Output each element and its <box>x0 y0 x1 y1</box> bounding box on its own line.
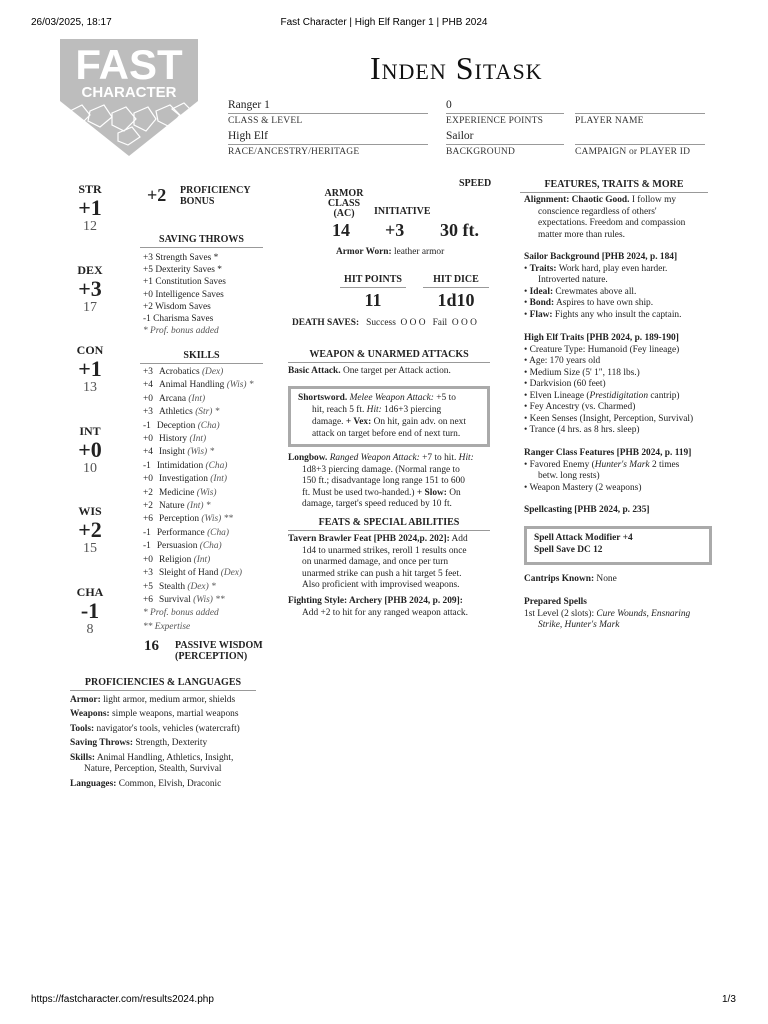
skills-title: SKILLS <box>140 350 263 364</box>
ranger-features: Ranger Class Features [PHB 2024, p. 119] • Favored Enemy (Hunter's Mark 2 times betw. long rests) • Weapon Mastery (2 weapons) <box>524 448 692 493</box>
class-level-value: Ranger 1 <box>228 99 270 111</box>
passive-wisdom-label: PASSIVE WISDOM (PERCEPTION) <box>175 640 263 662</box>
fighting-style: Fighting Style: Archery [PHB 2024, p. 209]: Add +2 to hit for any ranged weapon attack. <box>288 596 468 618</box>
ability-name: CHA <box>76 585 104 599</box>
skill-row <box>143 379 254 392</box>
skill-row <box>143 513 254 526</box>
skill-row <box>143 366 254 379</box>
skill-name: Performance <box>156 527 205 538</box>
proficiencies-title: PROFICIENCIES & LANGUAGES <box>70 677 256 691</box>
ability-int <box>68 424 112 477</box>
campaign-field <box>575 130 705 157</box>
ability-name: STR <box>78 182 102 196</box>
skill-ability: (Int) <box>186 501 204 512</box>
ability-mod: +2 <box>78 517 102 542</box>
skill-row <box>143 527 254 540</box>
skill-mod: +2 <box>143 501 153 512</box>
armor-worn: Armor Worn: leather armor <box>336 247 445 257</box>
skill-mark: * <box>211 581 216 592</box>
skill-ability: (Int) <box>188 393 206 404</box>
skill-row <box>143 433 254 446</box>
skill-mod: +6 <box>143 594 153 605</box>
ability-name: INT <box>79 424 101 438</box>
skill-ability: (Wis) <box>187 447 208 458</box>
longbow-attack: Longbow. Ranged Weapon Attack: +7 to hit. Hit: 1d8+3 piercing damage. (Normal range to 150 ft.; disadvantage long range 151 to 600 ft. Must be used two-handed.) + Slow: On damage, target's speed reduced by 10 ft. <box>288 453 474 509</box>
skill-ability: (Cha) <box>207 527 229 538</box>
skill-ability: (Dex) <box>220 568 243 579</box>
skill-row <box>143 460 254 473</box>
skill-mod: +2 <box>143 487 153 498</box>
ability-mod: -1 <box>80 598 100 623</box>
ability-score: 17 <box>83 300 97 315</box>
skill-ability: (Wis) <box>201 514 222 525</box>
player-label: PLAYER NAME <box>575 116 644 126</box>
skill-ability: (Cha) <box>197 420 220 431</box>
proficiencies-list: Armor: light armor, medium armor, shields Weapons: simple weapons, martial weapons Tools: navigator's tools, vehicles (watercraft) Saving Throws: Strength, Dexterity Skills: Animal Handling, Athletics, Insight, Nature, Perception, Stealth, Survival Languages: Common, Elvish, Draconic <box>70 695 240 789</box>
proficiency-label: PROFICIENCY BONUS <box>180 185 251 207</box>
skill-mod: +5 <box>143 581 153 592</box>
skill-mod: +4 <box>143 447 153 458</box>
campaign-label: CAMPAIGN or PLAYER ID <box>575 147 691 157</box>
ability-cha <box>68 585 112 638</box>
feats-title: FEATS & SPECIAL ABILITIES <box>288 517 490 531</box>
skill-name: Nature <box>158 501 185 512</box>
skill-ability: (Wis) <box>193 594 213 605</box>
ability-name: CON <box>76 343 104 357</box>
saving-throw: +5 Dexterity Saves * <box>143 265 222 276</box>
skill-mark: * <box>214 407 220 418</box>
skill-name: Deception <box>156 420 196 431</box>
death-saves: DEATH SAVES: Success O O O Fail O O O <box>292 318 477 328</box>
xp-value: 0 <box>446 99 452 111</box>
hit-points-label: HIT POINTS <box>340 274 406 288</box>
skill-ability: (Dex) <box>187 581 209 592</box>
skill-name: Medicine <box>158 487 195 498</box>
skill-ability: (Wis) <box>226 380 247 391</box>
speed-label: SPEED <box>459 178 492 189</box>
player-field <box>575 99 705 126</box>
skill-name: Arcana <box>158 393 187 404</box>
background-value: Sailor <box>446 130 474 142</box>
skill-mod: +0 <box>143 434 153 445</box>
skill-row <box>143 594 254 607</box>
sailor-background: Sailor Background [PHB 2024, p. 184] • Traits: Work hard, play even harder. Introverted nature. • Ideal: Crewmates above all. • Bond: Aspires to have own ship. • Flaw: Fights any who insult the captain. <box>524 252 682 320</box>
basic-attack: Basic Attack. One target per Attack action. <box>288 366 451 376</box>
character-name: Inden Sitask <box>370 50 543 86</box>
skill-ability: (Cha) <box>199 541 222 552</box>
skill-ability: (Int) <box>210 474 227 485</box>
skill-name: Persuasion <box>156 541 198 552</box>
ability-score: 12 <box>83 219 97 234</box>
saving-throw: +1 Constitution Saves <box>143 277 226 288</box>
saving-throws-list <box>143 252 226 337</box>
high-elf-traits: High Elf Traits [PHB 2024, p. 189-190] • Creature Type: Humanoid (Fey lineage) • Age: 170 years old • Medium Size (5' 1", 118 lbs.) • Darkvision (60 feet) • Elven Lineage (Prestidigitation cantrip) • Fey Ancestry (vs. Charmed) • Keen Senses (Insight, Perception, Survival) • Trance (4 hrs. as 8 hrs. sleep) <box>524 333 694 435</box>
speed-value: 30 ft. <box>440 220 479 240</box>
ability-score: 15 <box>83 541 97 556</box>
skill-name: Animal Handling <box>158 380 225 391</box>
cantrips-known: Cantrips Known: None <box>524 574 617 584</box>
skill-row <box>143 554 254 567</box>
skill-mod: +0 <box>143 474 153 485</box>
skill-name: Perception <box>158 514 200 525</box>
skill-row <box>143 473 254 486</box>
skill-ability: (Int) <box>193 554 211 565</box>
death-success-circles[interactable]: O O O <box>400 318 426 328</box>
features-title: FEATURES, TRAITS & MORE <box>520 179 708 193</box>
skill-name: Religion <box>158 554 192 565</box>
skill-row <box>143 420 254 433</box>
saving-throws-note: * Prof. bonus added <box>143 326 219 337</box>
passive-wisdom-value: 16 <box>144 638 159 654</box>
ability-con <box>68 343 112 396</box>
ability-mod: +3 <box>78 276 102 301</box>
spell-attack-modifier: Spell Attack Modifier +4 <box>534 533 633 543</box>
background-label: BACKGROUND <box>446 147 516 157</box>
spell-save-dc: Spell Save DC 12 <box>534 545 603 555</box>
skill-mark: * <box>205 501 211 512</box>
skill-mark: * <box>248 380 254 391</box>
tavern-brawler: Tavern Brawler Feat [PHB 2024,p. 202]: Add 1d4 to unarmed strikes, reroll 1 results once on unarmed damage, and once per turn unarmed strike can push a hit target 5 feet. Also proficient with improvised weapons. <box>288 534 468 590</box>
armor-class-value: 14 <box>332 220 350 240</box>
skill-name: Insight <box>158 447 186 458</box>
ability-dex <box>68 263 112 316</box>
skill-mod: -1 <box>143 420 151 431</box>
print-page-number: 1/3 <box>722 994 736 1005</box>
skill-mod: +3 <box>143 568 153 579</box>
race-value: High Elf <box>228 130 268 142</box>
skill-mod: +4 <box>143 380 153 391</box>
attacks-title: WEAPON & UNARMED ATTACKS <box>288 349 490 363</box>
skill-row <box>143 581 254 594</box>
skill-name: Survival <box>158 594 191 605</box>
skill-mod: +3 <box>143 367 153 377</box>
skill-mod: +6 <box>143 514 153 525</box>
ability-wis <box>68 504 112 557</box>
ability-mod: +0 <box>78 437 102 462</box>
hit-points-value: 11 <box>364 290 382 310</box>
ability-name: DEX <box>77 263 103 277</box>
skill-row <box>143 393 254 406</box>
ability-name: WIS <box>78 504 102 518</box>
skill-name: Investigation <box>158 474 208 485</box>
skill-name: Stealth <box>158 581 186 592</box>
prepared-spells: Prepared Spells 1st Level (2 slots): Cure Wounds, Ensnaring Strike, Hunter's Mark <box>524 597 691 630</box>
skill-ability: (Wis) <box>196 487 217 498</box>
spellcasting-title: Spellcasting [PHB 2024, p. 235] <box>524 505 650 515</box>
skill-row <box>143 406 254 419</box>
skills-note-prof: * Prof. bonus added <box>143 608 219 619</box>
xp-field <box>446 99 564 126</box>
class-level-label: CLASS & LEVEL <box>228 116 303 126</box>
death-fail-circles[interactable]: O O O <box>451 318 477 328</box>
hit-dice-value: 1d10 <box>437 290 475 310</box>
skill-row <box>143 567 254 580</box>
print-title: Fast Character | High Elf Ranger 1 | PHB 2024 <box>280 17 488 28</box>
saving-throw: +3 Strength Saves * <box>143 253 219 263</box>
skill-name: Athletics <box>158 407 193 418</box>
saving-throw: +0 Intelligence Saves <box>143 289 224 300</box>
ability-score: 13 <box>83 380 97 395</box>
skill-mod: +0 <box>143 554 153 565</box>
fast-character-logo[interactable] <box>60 39 198 156</box>
skill-name: Sleight of Hand <box>158 568 219 579</box>
xp-label: EXPERIENCE POINTS <box>446 116 544 126</box>
skill-ability: (Int) <box>189 434 207 445</box>
race-label: RACE/ANCESTRY/HERITAGE <box>228 147 360 157</box>
skill-mod: -1 <box>143 527 151 538</box>
ability-score: 10 <box>83 461 97 476</box>
skill-mark: * <box>209 447 215 458</box>
skill-name: Intimidation <box>156 460 204 471</box>
skill-row <box>143 500 254 513</box>
print-url[interactable]: https://fastcharacter.com/results2024.php <box>31 994 214 1005</box>
background-field <box>446 130 564 157</box>
ability-str <box>68 182 112 235</box>
proficiency-value: +2 <box>147 185 167 205</box>
skill-ability: (Cha) <box>205 460 228 471</box>
ability-mod: +1 <box>78 195 102 220</box>
skill-mod: +3 <box>143 407 153 418</box>
skill-name: History <box>158 434 188 445</box>
skills-note-expertise: ** Expertise <box>143 621 191 632</box>
logo-text-fast: FAST <box>75 41 183 88</box>
skill-row <box>143 446 254 459</box>
initiative-value: +3 <box>385 220 405 240</box>
armor-class-label: ARMOR CLASS (AC) <box>324 188 364 219</box>
skill-row <box>143 540 254 553</box>
ability-mod: +1 <box>78 356 102 381</box>
skill-name: Acrobatics <box>158 367 200 377</box>
logo-text-character: CHARACTER <box>81 84 177 101</box>
hit-dice-label: HIT DICE <box>423 274 489 288</box>
ability-score: 8 <box>86 622 94 637</box>
skill-mod: +0 <box>143 393 153 404</box>
logo-shield-icon <box>60 39 198 156</box>
skill-mark: ** <box>215 594 225 605</box>
skill-ability: (Str) <box>195 407 213 418</box>
skill-mod: -1 <box>143 541 151 552</box>
skill-ability: (Dex) <box>201 367 224 377</box>
shortsword-box: Shortsword. Melee Weapon Attack: +5 to hit, reach 5 ft. Hit: 1d6+3 piercing damage. + Vex: On hit, gain adv. on next attack on target before end of next turn. <box>288 386 490 447</box>
saving-throw: +2 Wisdom Saves <box>143 301 211 312</box>
skill-row <box>143 487 254 500</box>
class-level-field <box>228 99 428 126</box>
skill-mark: ** <box>223 514 233 525</box>
print-datetime: 26/03/2025, 18:17 <box>31 17 112 28</box>
skills-list <box>143 366 254 634</box>
alignment: Alignment: Chaotic Good. I follow my conscience regardless of others' expectations. Freedom and compassion matter more than rules. <box>524 195 686 240</box>
saving-throws-title: SAVING THROWS <box>140 234 263 248</box>
spell-stats-box <box>524 526 712 565</box>
initiative-label: INITIATIVE <box>374 206 431 217</box>
skill-mod: -1 <box>143 460 151 471</box>
race-field <box>228 130 428 157</box>
saving-throw: -1 Charisma Saves <box>143 314 214 325</box>
